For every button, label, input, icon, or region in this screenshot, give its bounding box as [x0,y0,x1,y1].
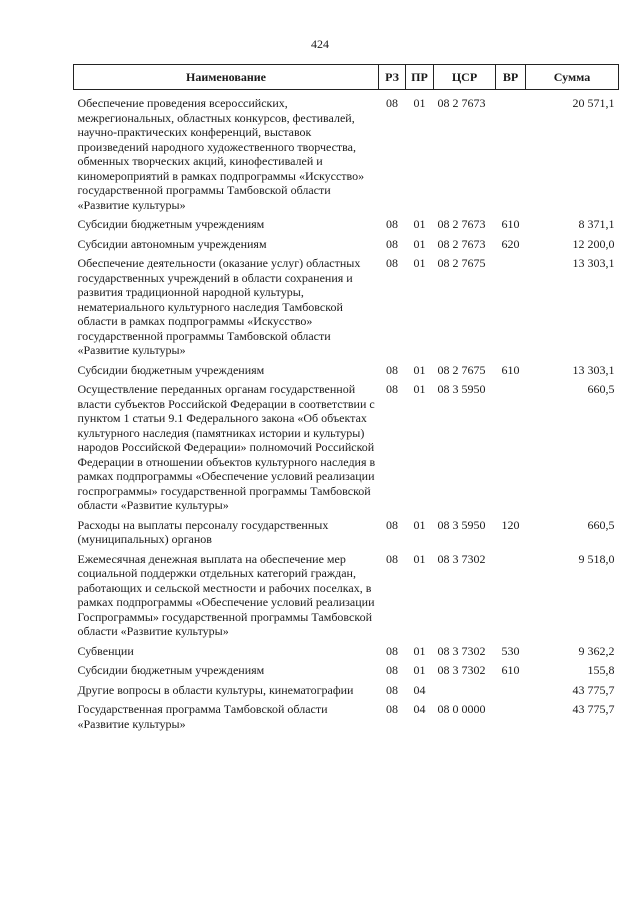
cell-name: Другие вопросы в области культуры, кинематографии [77,682,354,697]
table-row [74,658,619,678]
cell-sum: 660,5 [587,517,615,532]
cell-csr: 08 2 7675 [437,256,486,270]
cell-name: Субсидии бюджетным учреждениям [77,217,265,231]
cell-csr: 08 0 0000 [437,702,486,716]
cell-csr: 08 3 5950 [437,517,486,532]
cell-sum: 155,8 [587,663,615,677]
cell-vr [496,251,526,358]
cell-vr: 610 [501,217,520,231]
cell-rz: 08 [386,256,398,270]
cell-name: Обеспечение деятельности (оказание услуг) областных государственных учреждений в области сохранения и развития традиционной народной культуры, нематериального культурного наследия Тамбовской области в рамках подпрограммы «Искусство» государственной программы Тамбовской области «Развитие культуры» [77,256,361,357]
cell-rz: 08 [386,362,398,377]
cell-vr [496,90,526,213]
cell-pr: 04 [413,702,426,716]
cell-rz: 08 [386,517,398,532]
table-row [74,90,619,213]
cell-pr: 01 [413,256,426,270]
cell-sum: 20 571,1 [572,96,615,110]
cell-rz: 08 [386,643,398,658]
header-csr: ЦСР [434,65,496,90]
table-row [74,251,619,358]
cell-vr [496,547,526,639]
cell-pr: 01 [413,96,426,110]
page-number: 424 [311,37,329,51]
cell-pr: 01 [413,551,426,566]
table-row [74,513,619,547]
cell-vr [496,377,526,513]
cell-csr: 08 2 7673 [437,236,486,251]
header-name: Наименование [74,65,379,90]
cell-pr: 01 [413,362,426,377]
cell-csr [434,678,496,698]
cell-pr: 04 [413,682,426,697]
cell-sum: 13 303,1 [572,362,615,377]
cell-pr: 01 [413,663,426,677]
cell-vr [496,697,526,731]
cell-vr: 610 [501,362,520,377]
cell-pr: 01 [413,643,426,658]
cell-name: Государственная программа Тамбовской области «Развитие культуры» [77,702,328,731]
header-rz: РЗ [379,65,406,90]
cell-pr: 01 [413,236,426,251]
cell-name: Осуществление переданных органам государственной власти субъектов Российской Федерации в соответствии с пунктом 1 статьи 9.1 Федерального закона «Об объектах культурного наследия (памятниках истории и культуры) народов Российской Федерации» полномочий Российской Федерации в отношении объектов культурного наследия в рамках подпрограммы «Обеспечение условий реализации госпрограммы» государственной программы Тамбовской области «Развитие культуры» [77,382,376,512]
cell-csr: 08 2 7675 [437,362,486,377]
cell-name: Субвенции [77,643,134,658]
cell-rz: 08 [386,96,398,110]
cell-vr: 120 [501,517,520,532]
cell-sum: 12 200,0 [572,236,615,251]
cell-sum: 43 775,7 [572,702,615,716]
table-body [74,90,619,732]
cell-pr: 01 [413,517,426,532]
header-pr: ПР [406,65,434,90]
cell-vr: 610 [501,663,520,677]
table-row [74,678,619,698]
cell-sum: 660,5 [587,382,615,396]
cell-csr: 08 3 7302 [437,663,486,677]
cell-pr: 01 [413,217,426,231]
cell-sum: 13 303,1 [572,256,615,270]
cell-rz: 08 [386,217,398,231]
cell-csr: 08 2 7673 [437,96,486,110]
cell-vr: 620 [501,236,520,251]
table-row [74,358,619,378]
cell-csr: 08 3 7302 [437,643,486,658]
header-sum: Сумма [526,65,619,90]
table-row [74,212,619,232]
cell-vr [496,678,526,698]
cell-rz: 08 [386,702,398,716]
cell-sum: 9 518,0 [578,551,615,566]
cell-name: Субсидии бюджетным учреждениям [77,362,265,377]
table-row [74,547,619,639]
header-vr: ВР [496,65,526,90]
table-row [74,232,619,252]
cell-csr: 08 3 5950 [437,382,486,396]
cell-rz: 08 [386,551,398,566]
cell-name: Субсидии бюджетным учреждениям [77,663,265,677]
table-row [74,377,619,513]
cell-name: Субсидии автономным учреждениям [77,236,267,251]
cell-name: Обеспечение проведения всероссийских, межрегиональных, областных конкурсов, фестивалей, научно-практических конференций, выставок произведений народного художественного творчества, обменных творческих акций, кинофестивалей и киномероприятий в рамках подпрограммы «Искусство» государственной программы Тамбовской области «Развитие культуры» [77,96,365,212]
cell-sum: 9 362,2 [578,643,615,658]
table-row [74,697,619,731]
cell-pr: 01 [413,382,426,396]
cell-name: Ежемесячная денежная выплата на обеспечение мер социальной поддержки отдельных категорий граждан, работающих и сельской местности и рабочих поселках, в рамках подпрограммы «Обеспечение условий реализации Госпрограммы» государственной программы Тамбовской области «Развитие культуры» [77,551,375,638]
cell-name: Расходы на выплаты персоналу государственных (муниципальных) органов [77,517,329,546]
cell-rz: 08 [386,682,398,697]
cell-csr: 08 3 7302 [437,551,486,566]
cell-rz: 08 [386,663,398,677]
cell-rz: 08 [386,236,398,251]
table-row [74,639,619,659]
cell-rz: 08 [386,382,398,396]
cell-sum: 43 775,7 [572,682,615,697]
cell-sum: 8 371,1 [578,217,615,231]
cell-csr: 08 2 7673 [437,217,486,231]
table-header [74,65,619,90]
cell-vr: 530 [501,643,520,658]
budget-table [73,64,619,731]
